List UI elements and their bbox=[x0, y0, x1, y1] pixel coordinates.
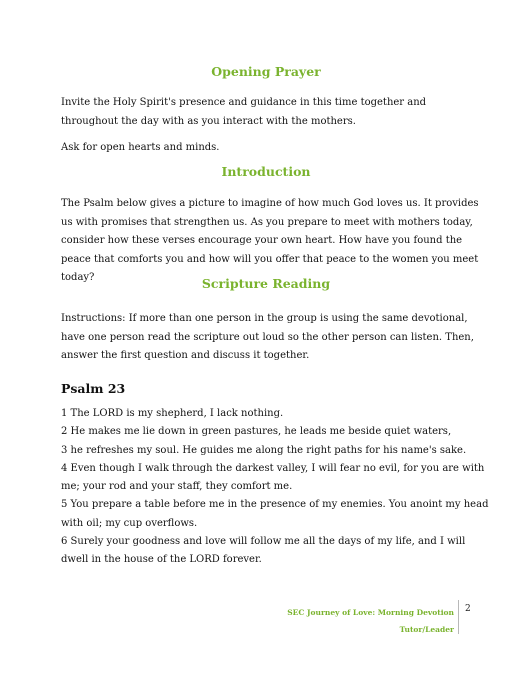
psalm-verse-4: 4 Even though I walk through the darkest valley, I will fear no evil, for you are with me; your rod and your staff, they comfort me. bbox=[61, 462, 485, 493]
opening-prayer-paragraph-2: Ask for open hearts and minds. bbox=[61, 142, 220, 153]
introduction-heading: Introduction bbox=[221, 164, 311, 179]
psalm-verse-2: 2 He makes me lie down in green pastures, he leads me beside quiet waters, bbox=[61, 426, 452, 438]
scripture-reading-heading: Scripture Reading bbox=[201, 276, 331, 291]
psalm-verse-3: 3 he refreshes my soul. He guides me along the right paths for his name's sake. bbox=[61, 444, 467, 456]
page-footer bbox=[287, 604, 454, 638]
footer-divider bbox=[458, 600, 459, 634]
opening-prayer-paragraph-1: Invite the Holy Spirit's presence and guidance in this time together and throughout the day with as you interact with the mothers. bbox=[61, 97, 427, 127]
psalm-title: Psalm 23 bbox=[61, 381, 126, 396]
page-number: 2 bbox=[465, 604, 471, 614]
psalm-verses bbox=[61, 405, 491, 570]
psalm-verse-6: 6 Surely your goodness and love will follow me all the days of my life, and I will dwell in the house of the LORD forever. bbox=[61, 536, 466, 566]
opening-prayer-heading: Opening Prayer bbox=[211, 64, 321, 79]
psalm-verse-1: 1 The LORD is my shepherd, I lack nothing. bbox=[61, 408, 284, 419]
footer-subtitle: Tutor/Leader bbox=[399, 625, 454, 634]
scripture-instructions: Instructions: If more than one person in the group is using the same devotional, have one person read the scripture out loud so the other person can listen. Then, answer the first question and discuss it together. bbox=[61, 313, 474, 361]
footer-title: SEC Journey of Love: Morning Devotion bbox=[287, 608, 454, 617]
psalm-verse-5: 5 You prepare a table before me in the presence of my enemies. You anoint my head with oil; my cup overflows. bbox=[61, 499, 489, 529]
introduction-paragraph: The Psalm below gives a picture to imagine of how much God loves us. It provides us with promises that strengthen us. As you prepare to meet with mothers today, consider how these verses encourage your own heart. How have you found the peace that comforts you and how will you offer that peace to the women you meet today? bbox=[61, 198, 479, 283]
